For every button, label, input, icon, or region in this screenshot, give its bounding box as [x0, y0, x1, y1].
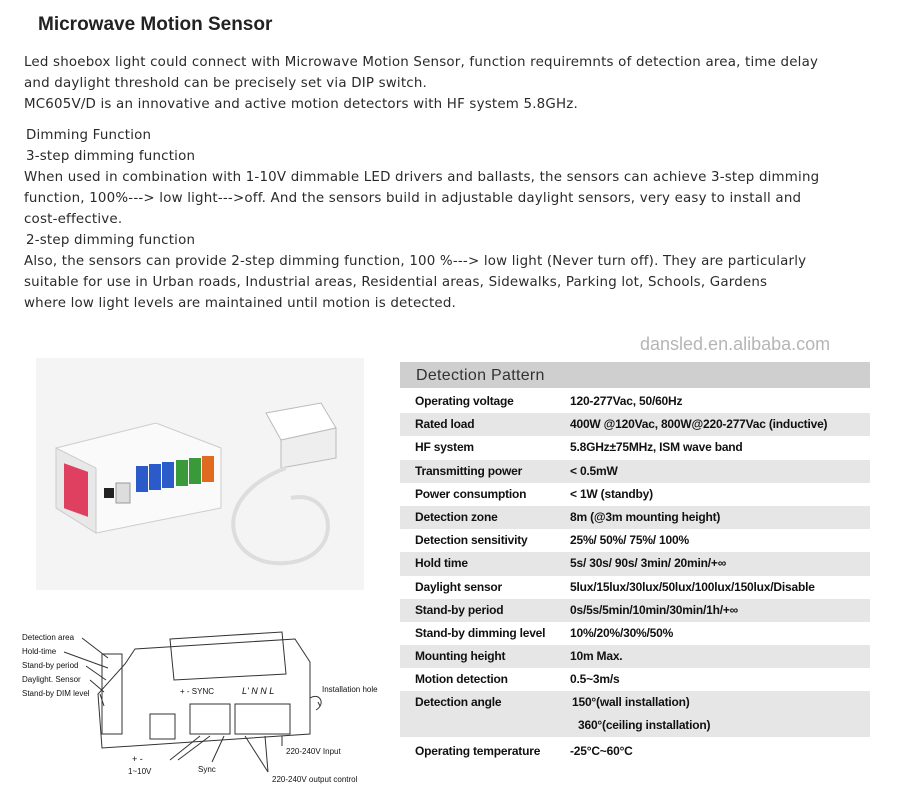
intro-line: and daylight threshold can be precisely set via DIP switch.	[24, 76, 428, 91]
row-label: Daylight sensor	[415, 579, 503, 594]
row-value: 10%/20%/30%/50%	[570, 625, 674, 640]
table-row	[400, 691, 870, 737]
table-row	[400, 668, 870, 691]
row-value: < 1W (standby)	[570, 486, 653, 501]
label-standby-dim-level: Stand-by DIM level	[22, 689, 90, 698]
row-value: 400W @120Vac, 800W@220-277Vac (inductive)	[570, 417, 828, 432]
table-row	[400, 390, 870, 413]
row-label: Transmitting power	[415, 463, 523, 478]
label-installation-hole: Installation hole	[322, 685, 378, 694]
row-value: -25°C~60°C	[570, 744, 633, 759]
row-value: 120-277Vac, 50/60Hz	[570, 394, 683, 408]
row-label: Detection angle	[415, 695, 502, 710]
dimming-line: When used in combination with 1-10V dimmable LED drivers and ballasts, the sensors can achieve 3-step dimming	[24, 170, 820, 185]
table-row	[400, 436, 870, 459]
label-sync: Sync	[198, 765, 216, 774]
dimming-line: Also, the sensors can provide 2-step dimming function, 100 %---> low light (Never turn off). They are particularly	[24, 254, 807, 269]
label-plus-minus: + -	[132, 754, 143, 764]
label-daylight-sensor: Daylight. Sensor	[22, 675, 81, 684]
row-value: 10m Max.	[570, 649, 623, 664]
intro-text	[24, 52, 818, 115]
row-label: Detection sensitivity	[415, 533, 528, 548]
row-label: Power consumption	[415, 486, 527, 501]
two-step-heading: 2-step dimming function	[26, 233, 196, 248]
row-label: Detection zone	[415, 509, 498, 524]
row-label: Motion detection	[415, 672, 508, 687]
table-row	[400, 413, 870, 436]
row-value	[570, 691, 870, 737]
row-value: 0s/5s/5min/10min/30min/1h/+∞	[570, 602, 739, 617]
intro-line: MC605V/D is an innovative and active motion detectors with HF system 5.8GHz.	[24, 97, 578, 112]
table-row	[400, 737, 870, 765]
table-row	[400, 552, 870, 575]
dimming-line: function, 100%---> low light--->off. And the sensors build in adjustable daylight sensors, very easy to install and	[24, 191, 802, 206]
dimming-heading: Dimming Function	[26, 128, 152, 143]
table-row	[400, 599, 870, 622]
row-label: Operating temperature	[415, 744, 541, 759]
label-hold-time: Hold-time	[22, 647, 57, 656]
table-row	[400, 483, 870, 506]
row-value-line: 360°(ceiling installation)	[578, 718, 711, 733]
table-header: Detection Pattern	[400, 362, 870, 388]
row-label: Rated load	[415, 417, 475, 432]
row-label: Stand-by period	[415, 602, 504, 617]
table-row	[400, 576, 870, 599]
table-row	[400, 622, 870, 645]
label-standby-period: Stand-by period	[22, 661, 79, 670]
row-label: Stand-by dimming level	[415, 625, 546, 640]
spec-table	[400, 362, 870, 765]
table-row	[400, 529, 870, 552]
row-value: 8m (@3m mounting height)	[570, 509, 721, 524]
intro-line: Led shoebox light could connect with Microwave Motion Sensor, function requiremnts of detection area, time delay	[24, 55, 819, 70]
row-value: 25%/ 50%/ 75%/ 100%	[570, 533, 689, 548]
row-value: 5s/ 30s/ 90s/ 3min/ 20min/+∞	[570, 556, 727, 571]
dimming-text	[24, 125, 819, 314]
label-terminal-right: L' N N L	[242, 686, 275, 696]
row-value: 5lux/15lux/30lux/50lux/100lux/150lux/Disable	[570, 579, 815, 594]
label-output-control: 220-240V output control	[272, 775, 358, 784]
row-label: Operating voltage	[415, 394, 514, 408]
row-label: Hold time	[415, 556, 468, 571]
dimming-line: suitable for use in Urban roads, Industrial areas, Residential areas, Sidewalks, Parking lot, Schools, Gardens	[24, 275, 768, 290]
row-value-line: 150°(wall installation)	[572, 695, 690, 710]
dimming-line: cost-effective.	[24, 212, 123, 227]
table-row	[400, 506, 870, 529]
table-row	[400, 460, 870, 483]
table-row	[400, 645, 870, 668]
label-detection-area: Detection area	[22, 633, 75, 642]
page-title: Microwave Motion Sensor	[38, 14, 273, 35]
label-terminal-left: + - SYNC	[180, 687, 215, 696]
row-value: < 0.5mW	[570, 463, 618, 478]
row-label: Mounting height	[415, 649, 506, 664]
row-label: HF system	[415, 440, 474, 455]
wiring-diagram	[20, 622, 390, 792]
three-step-heading: 3-step dimming function	[26, 149, 196, 164]
product-photo	[36, 358, 364, 590]
dimming-line: where low light levels are maintained until motion is detected.	[24, 296, 456, 311]
row-value: 0.5~3m/s	[570, 672, 620, 687]
row-value: 5.8GHz±75MHz, ISM wave band	[570, 440, 743, 455]
label-input: 220-240V Input	[286, 747, 341, 756]
label-1-10v: 1~10V	[128, 767, 152, 776]
watermark: dansled.en.alibaba.com	[640, 334, 831, 354]
